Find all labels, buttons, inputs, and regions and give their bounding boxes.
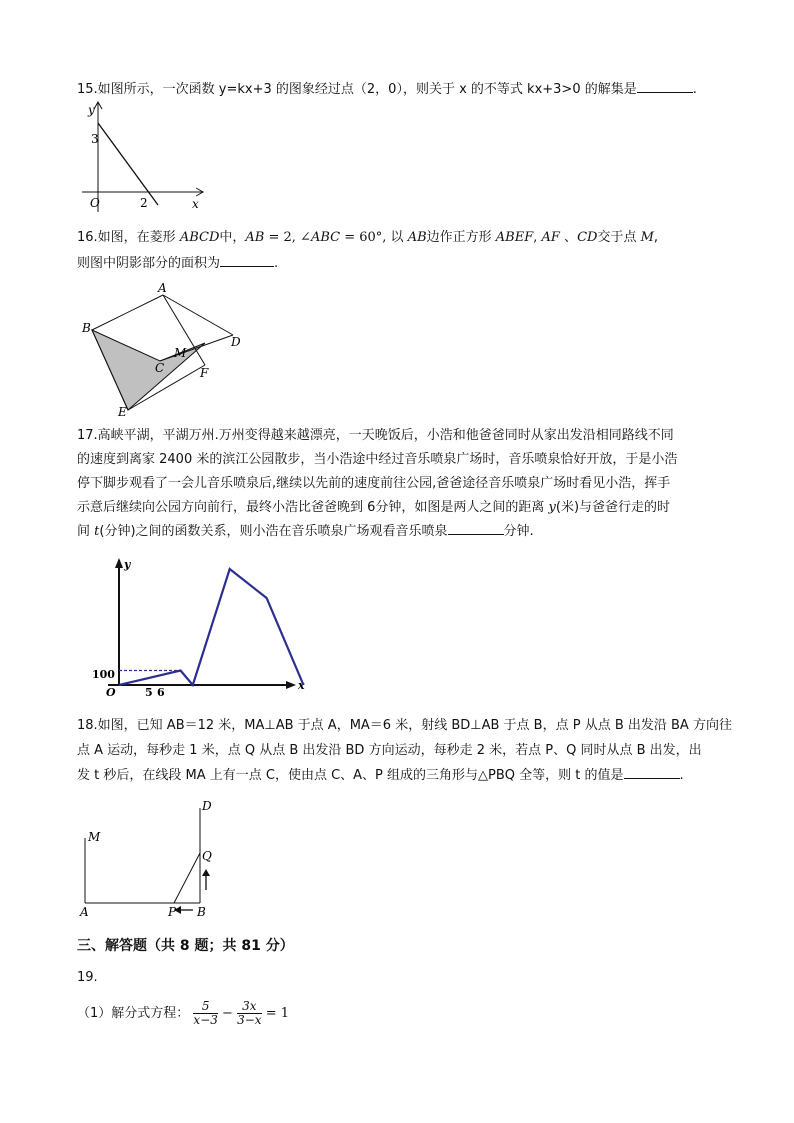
q15-figure: [78, 100, 213, 220]
q19-fraction-2: $\frac{3x}{3-x}$: [237, 999, 262, 1027]
q15-y-label: y: [88, 103, 95, 117]
q17-y-label: y: [124, 558, 131, 571]
q17-line4: 示意后继续向公园方向前行，最终小浩比爸爸晚到 6分钟，如图是两人之间的距离 y(米)与爸爸行走的时: [77, 500, 671, 515]
q17-x-tick-5: 5: [145, 686, 153, 696]
q18-label-P: P: [168, 905, 177, 919]
q16-label-B: B: [82, 321, 91, 335]
q18-answer-blank[interactable]: [624, 766, 680, 779]
q18-line1: 18.如图，已知 AB＝12 米，MA⊥AB 于点 A，MA＝6 米，射线 BD⊥AB 于点 B，点 P 从点 B 出发沿 BA 方向往: [77, 718, 732, 733]
q17-y-tick-100: 100: [92, 668, 115, 681]
q18-label-B: B: [197, 905, 206, 919]
q18-line3: 发 t 秒后，在线段 MA 上有一点 C，使由点 C、A、P 组成的三角形与△PBQ 全等，则 t 的值是 .: [77, 768, 684, 783]
q15-x-label: x: [192, 197, 199, 211]
q16-side-DC: [160, 335, 233, 361]
q16-label-F: F: [200, 366, 209, 380]
section-heading: 三、解答题（共 8 题；共 81 分）: [77, 938, 294, 954]
q16-label-A: A: [158, 281, 167, 295]
q17-origin-label: O: [106, 686, 116, 696]
q18-label-Q: Q: [202, 849, 212, 863]
q15-text: 15.如图所示，一次函数 y=kx+3 的图象经过点（2，0），则关于 x 的不等式 kx+3>0 的解集是 .: [77, 82, 697, 97]
q16-answer-blank[interactable]: [220, 254, 274, 267]
q17-line5: 间 t(分钟)之间的函数关系，则小浩在音乐喷泉广场观看音乐喷泉 分钟.: [77, 524, 534, 539]
q16-line2: 则图中阴影部分的面积为 .: [77, 256, 279, 271]
q19-part1: （1）解分式方程： $\frac{5}{x-3}$ − $\frac{3x}{3-x}$ = 1: [77, 999, 289, 1027]
q17-line3: 停下脚步观看了一会儿音乐喷泉后,继续以先前的速度前往公园,爸爸途径音乐喷泉广场时看见小浩，挥手: [77, 476, 671, 491]
q18-line2: 点 A 运动，每秒走 1 米，点 Q 从点 B 出发沿 BD 方向运动，每秒走 2 米，若点 P、Q 同时从点 B 出发，出: [77, 743, 702, 758]
q16-side-AB: [92, 295, 163, 330]
q15-three-label: 3: [91, 132, 99, 146]
q17-chart: [88, 556, 318, 696]
q18-figure: [76, 796, 226, 921]
q17-x-tick-6: 6: [157, 686, 165, 696]
q17-y-arrow: [115, 558, 123, 568]
q17-answer-blank[interactable]: [448, 522, 504, 535]
q19-fraction-1: $\frac{5}{x-3}$: [193, 999, 218, 1027]
q17-x-label: x: [298, 679, 305, 692]
q18-label-D: D: [202, 799, 212, 813]
q17-line2: 的速度到离家 2400 米的滨江公园散步，当小浩途中经过音乐喷泉广场时，音乐喷泉恰好开放，于是小浩: [77, 452, 678, 467]
q15-origin-label: O: [90, 196, 100, 210]
q18-arrowhead-up: [202, 869, 210, 876]
q16-figure: [78, 280, 248, 420]
q16-line1: 16.如图，在菱形 ABCD中，AB = 2, ∠ABC = 60°, 以 AB边作正方形 ABEF, AF 、CD交于点 M,: [77, 230, 659, 245]
q16-label-C: C: [155, 361, 165, 375]
q18-segment-PQ: [174, 853, 200, 903]
q17-line1: 17.高峡平湖，平湖万州.万州变得越来越漂亮，一天晚饭后，小浩和他爸爸同时从家出发沿相同路线不同: [77, 428, 674, 443]
q18-label-A: A: [80, 905, 89, 919]
q15-function-line: [98, 123, 158, 205]
q15-two-label: 2: [140, 196, 148, 210]
q17-x-arrow: [286, 681, 296, 689]
q18-label-M: M: [88, 830, 101, 844]
q16-label-E: E: [118, 405, 127, 419]
q15-answer-blank[interactable]: [637, 80, 693, 93]
q17-series-distance: [119, 569, 304, 685]
q19-number: 19.: [77, 970, 98, 985]
q16-label-D: D: [231, 335, 241, 349]
q16-side-AD: [163, 295, 233, 335]
q16-label-M: M: [174, 346, 187, 360]
